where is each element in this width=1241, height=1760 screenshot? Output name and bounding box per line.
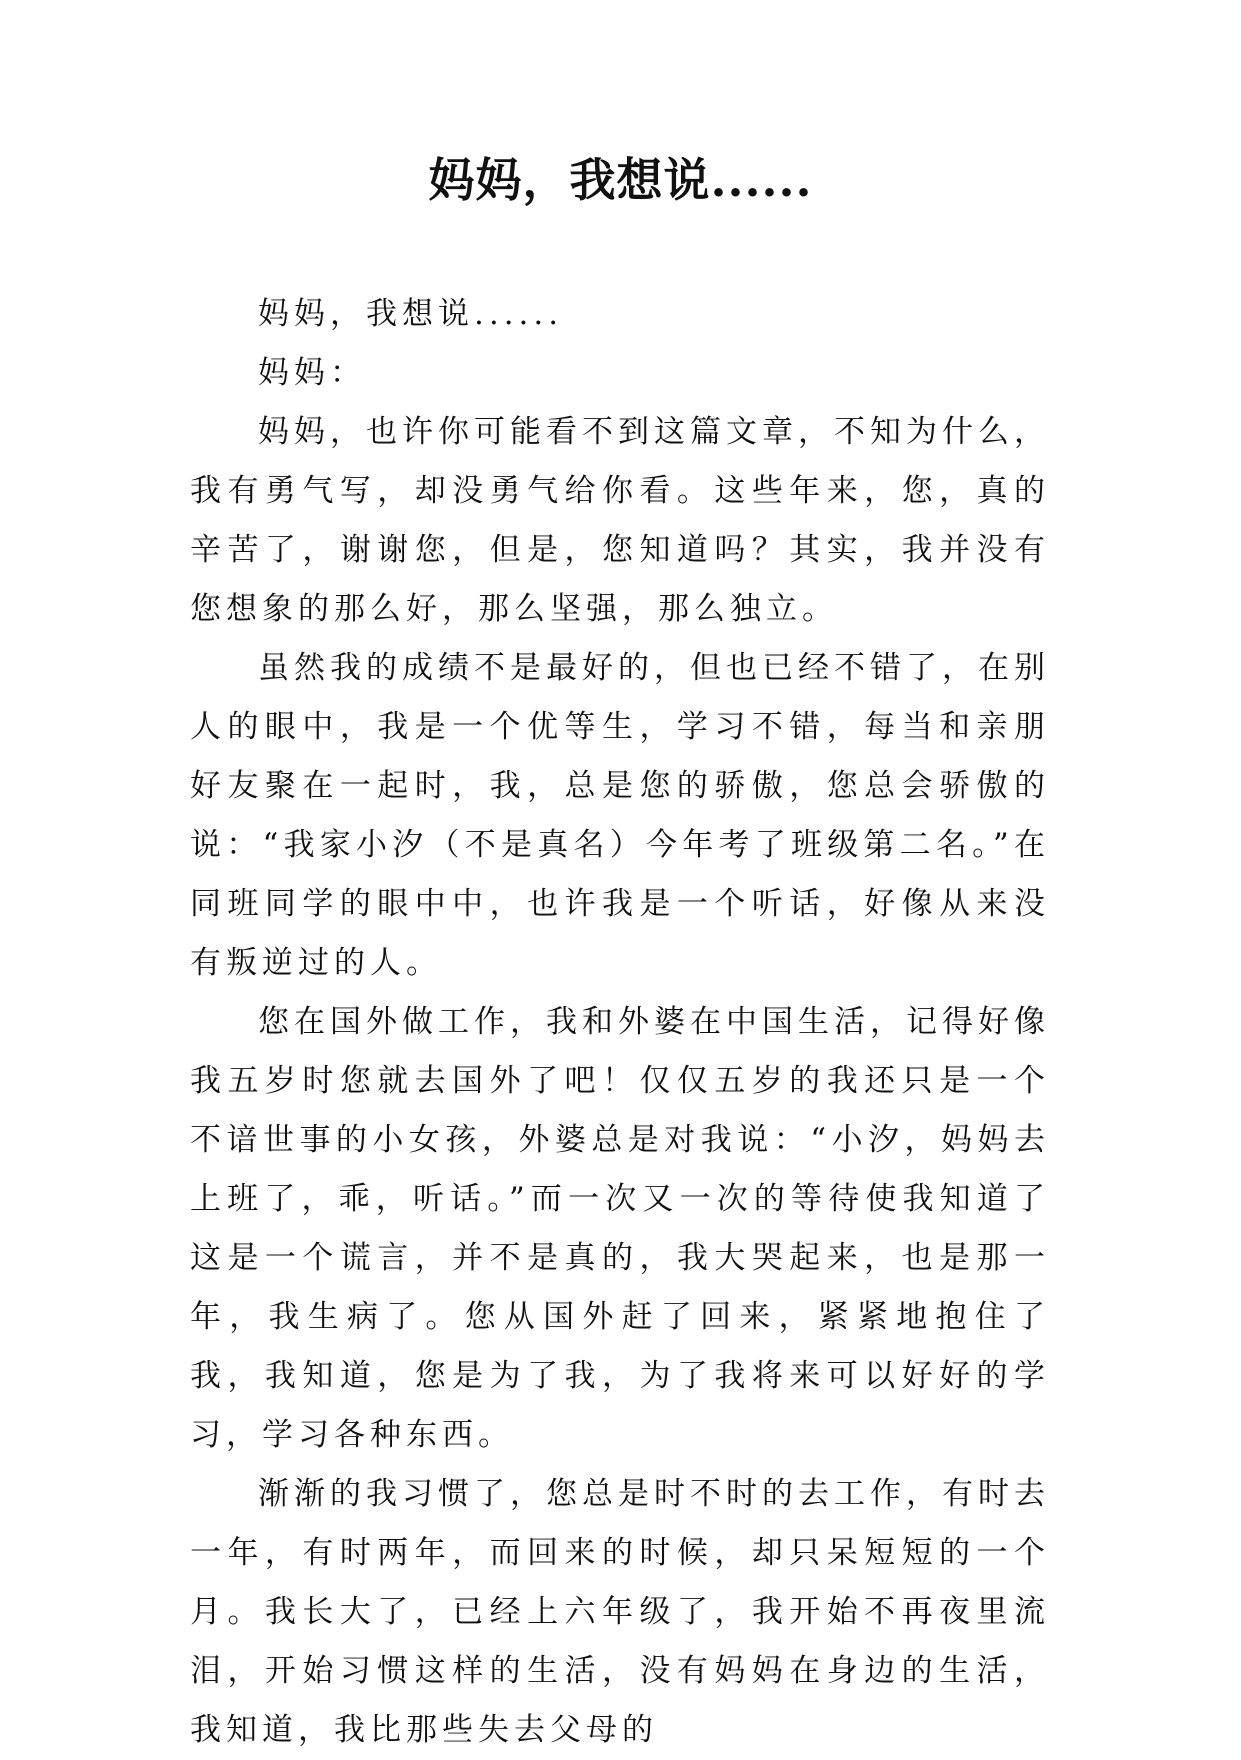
paragraph: 虽然我的成绩不是最好的，但也已经不错了，在别人的眼中，我是一个优等生，学习不错，每当和亲朋好友聚在一起时，我，总是您的骄傲，您总会骄傲的说：“我家小汐（不是真名）今年考了班级第二名。”在同班同学的眼中中，也许我是一个听话，好像从来没有叛逆过的人。 xyxy=(190,650,1050,981)
paragraph: 您在国外做工作，我和外婆在中国生活，记得好像我五岁时您就去国外了吧！仅仅五岁的我还只是一个不谙世事的小女孩，外婆总是对我说：“小汐，妈妈去上班了，乖，听话。”而一次又一次的等待使我知道了这是一个谎言，并不是真的，我大哭起来，也是那一年，我生病了。您从国外赶了回来，紧紧地抱住了我，我知道，您是为了我，为了我将来可以好好的学习，学习各种东西。 xyxy=(190,1004,1050,1453)
paragraph: 妈妈，也许你可能看不到这篇文章，不知为什么，我有勇气写，却没勇气给你看。这些年来，您，真的辛苦了，谢谢您，但是，您知道吗？其实，我并没有您想象的那么好，那么坚强，那么独立。 xyxy=(190,414,1050,627)
paragraph-salutation: 妈妈： xyxy=(258,355,366,391)
paragraph: 渐渐的我习惯了，您总是时不时的去工作，有时去一年，有时两年，而回来的时候，却只呆短短的一个月。我长大了，已经上六年级了，我开始不再夜里流泪，开始习惯这样的生活，没有妈妈在身边的生活，我知道，我比那些失去父母的 xyxy=(190,1476,1050,1748)
document-title: 妈妈，我想说...... xyxy=(428,153,813,207)
document-body xyxy=(190,285,1050,1760)
paragraph-heading-line: 妈妈，我想说...... xyxy=(258,296,564,332)
